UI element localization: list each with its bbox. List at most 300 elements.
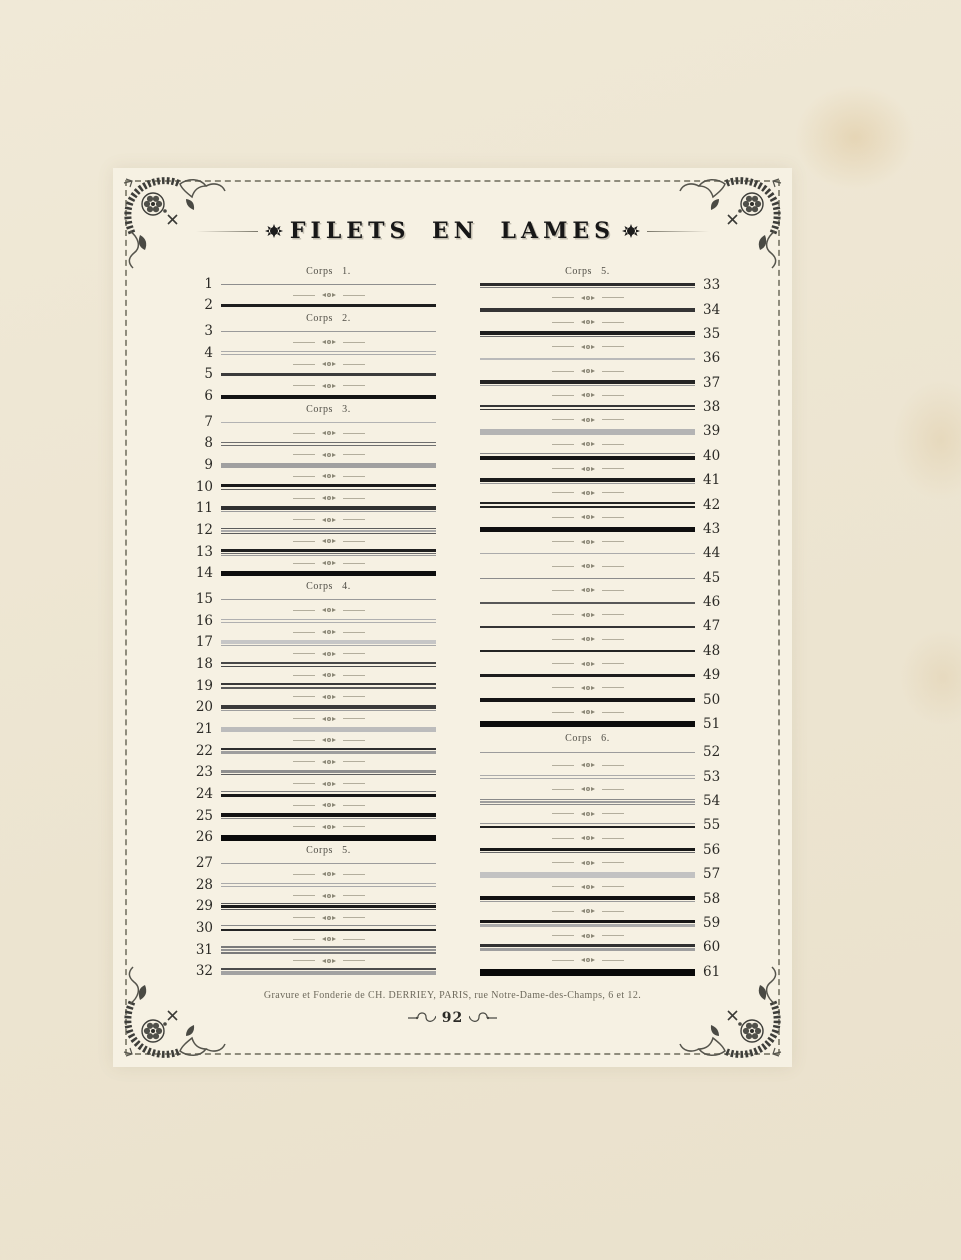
- filet-rule-sample: [480, 502, 695, 508]
- separator-dash: [293, 740, 315, 741]
- filet-specimen-row: [480, 594, 721, 611]
- separator-dash: [293, 653, 315, 654]
- filet-specimen-row: [480, 325, 721, 342]
- rule-stroke: [480, 483, 695, 484]
- filet-number: 2: [204, 297, 213, 314]
- separator-dash: [343, 519, 365, 520]
- separator-dash: [552, 639, 574, 640]
- separator-dash: [602, 590, 624, 591]
- rule-stroke: [221, 883, 436, 884]
- filet-specimen-row: [480, 939, 721, 956]
- filet-number: 54: [703, 793, 721, 810]
- filet-specimen-row: [480, 277, 721, 294]
- separator-ornament-row: [480, 907, 721, 916]
- filet-rule-sample: [480, 721, 695, 727]
- separator-dash: [602, 639, 624, 640]
- corner-ornament-bl-icon: [116, 963, 228, 1064]
- separator-dash: [552, 590, 574, 591]
- rule-stroke: [221, 949, 436, 951]
- filet-specimen-row: [480, 793, 721, 810]
- column-left: [195, 265, 436, 980]
- filet-number: 30: [195, 919, 213, 936]
- filet-rule-sample: [221, 484, 436, 490]
- rule-stroke: [480, 698, 695, 702]
- rule-stroke: [480, 308, 695, 312]
- rule-stroke: [480, 852, 695, 853]
- corps-size-label: Corps 5.: [565, 266, 610, 277]
- filet-rule-sample: [480, 896, 695, 902]
- separator-dash: [602, 346, 624, 347]
- separator-dash: [293, 563, 315, 564]
- separator-dash: [602, 960, 624, 961]
- filet-rule-sample: [480, 698, 695, 702]
- rule-stroke: [221, 442, 436, 443]
- diamond-separator-icon: [321, 736, 337, 744]
- rule-stroke: [480, 778, 695, 779]
- rule-stroke: [221, 929, 436, 931]
- filet-rule-sample: [480, 920, 695, 927]
- diamond-separator-icon: [321, 472, 337, 480]
- filet-number: 50: [703, 691, 721, 708]
- diamond-separator-icon: [580, 294, 596, 302]
- separator-ornament-row: [480, 342, 721, 351]
- separator-dash: [602, 813, 624, 814]
- rule-stroke: [480, 358, 695, 360]
- rule-stroke: [480, 506, 695, 508]
- separator-dash: [602, 838, 624, 839]
- diamond-separator-icon: [580, 635, 596, 643]
- filet-number: 6: [204, 388, 213, 405]
- filet-specimen-row: [195, 963, 436, 980]
- filet-number: 61: [703, 963, 721, 980]
- separator-ornament-row: [195, 956, 436, 965]
- filet-specimen-row: [195, 457, 436, 474]
- separator-ornament-row: [195, 606, 436, 615]
- diamond-separator-icon: [580, 932, 596, 940]
- separator-dash: [552, 517, 574, 518]
- rule-stroke: [480, 429, 695, 435]
- rule-stroke: [480, 823, 695, 824]
- separator-dash: [602, 395, 624, 396]
- rule-stroke: [221, 528, 436, 529]
- separator-ornament-row: [195, 450, 436, 459]
- rule-stroke: [480, 626, 695, 628]
- separator-dash: [343, 364, 365, 365]
- separator-dash: [343, 563, 365, 564]
- rule-stroke: [480, 901, 695, 902]
- separator-ornament-row: [480, 586, 721, 595]
- rule-stroke: [221, 968, 436, 970]
- rule-stroke: [221, 794, 436, 797]
- filet-number: 57: [703, 866, 721, 883]
- page-number: 92: [441, 1010, 464, 1026]
- separator-dash: [602, 468, 624, 469]
- rule-stroke: [480, 948, 695, 951]
- filet-number: 56: [703, 841, 721, 858]
- separator-dash: [602, 935, 624, 936]
- separator-dash: [293, 519, 315, 520]
- paper-stain: [900, 630, 961, 725]
- separator-ornament-row: [195, 381, 436, 390]
- rule-stroke: [480, 920, 695, 923]
- separator-dash: [343, 805, 365, 806]
- separator-dash: [602, 789, 624, 790]
- filet-rule-sample: [480, 872, 695, 878]
- separator-ornament-row: [195, 870, 436, 879]
- separator-ornament-row: [480, 415, 721, 424]
- diamond-separator-icon: [580, 883, 596, 891]
- filet-specimen-row: [480, 301, 721, 318]
- separator-dash: [602, 419, 624, 420]
- filet-rule-sample: [221, 946, 436, 954]
- separator-dash: [552, 541, 574, 542]
- rule-stroke: [480, 826, 695, 828]
- separator-dash: [552, 911, 574, 912]
- diamond-separator-icon: [321, 606, 337, 614]
- diamond-separator-icon: [321, 628, 337, 636]
- rule-stroke: [480, 380, 695, 384]
- diamond-separator-icon: [580, 318, 596, 326]
- rule-stroke: [221, 687, 436, 689]
- rule-stroke: [221, 640, 436, 644]
- separator-dash: [293, 295, 315, 296]
- diamond-separator-icon: [580, 538, 596, 546]
- filet-specimen-row: [480, 520, 721, 537]
- separator-dash: [293, 783, 315, 784]
- rule-stroke: [221, 622, 436, 623]
- filet-rule-sample: [480, 674, 695, 677]
- filet-number: 15: [195, 591, 213, 608]
- filet-rule-sample: [221, 791, 436, 797]
- separator-dash: [602, 663, 624, 664]
- diamond-separator-icon: [580, 611, 596, 619]
- diamond-separator-icon: [321, 671, 337, 679]
- rule-stroke: [480, 848, 695, 851]
- rule-stroke: [480, 456, 695, 460]
- diamond-separator-icon: [321, 758, 337, 766]
- rule-stroke: [221, 351, 436, 352]
- filet-rule-sample: [480, 626, 695, 628]
- filet-specimen-row: [195, 478, 436, 495]
- separator-dash: [343, 653, 365, 654]
- filet-specimen-row: [195, 275, 436, 292]
- separator-ornament-row: [195, 338, 436, 347]
- paper-stain: [893, 380, 961, 500]
- rule-stroke: [221, 925, 436, 926]
- filet-number: 52: [703, 744, 721, 761]
- filet-rule-sample: [480, 358, 695, 360]
- filet-rule-sample: [480, 453, 695, 460]
- specimen-columns: [195, 265, 721, 980]
- filet-specimen-row: [195, 785, 436, 802]
- diamond-separator-icon: [580, 465, 596, 473]
- filet-rule-sample: [221, 506, 436, 512]
- filet-rule-sample: [221, 640, 436, 646]
- rule-stroke: [480, 385, 695, 386]
- separator-ornament-row: [195, 757, 436, 766]
- filet-rule-sample: [221, 813, 436, 819]
- filet-rule-sample: [480, 799, 695, 805]
- filet-number: 23: [195, 764, 213, 781]
- filet-number: 5: [204, 366, 213, 383]
- separator-dash: [293, 805, 315, 806]
- rule-stroke: [221, 971, 436, 975]
- separator-dash: [552, 960, 574, 961]
- filet-number: 41: [703, 472, 721, 489]
- separator-ornament-row: [195, 649, 436, 658]
- filet-specimen-row: [480, 569, 721, 586]
- separator-dash: [552, 789, 574, 790]
- separator-ornament-row: [480, 367, 721, 376]
- diamond-separator-icon: [580, 660, 596, 668]
- filet-specimen-row: [480, 715, 721, 732]
- separator-dash: [293, 342, 315, 343]
- rule-stroke: [221, 645, 436, 646]
- filet-specimen-row: [480, 866, 721, 883]
- filet-number: 12: [195, 522, 213, 539]
- filet-specimen-row: [195, 500, 436, 517]
- separator-ornament-row: [480, 956, 721, 965]
- separator-ornament-row: [480, 785, 721, 794]
- filet-rule-sample: [480, 478, 695, 484]
- separator-dash: [343, 939, 365, 940]
- separator-ornament-row: [195, 559, 436, 568]
- separator-dash: [552, 862, 574, 863]
- diamond-separator-icon: [321, 338, 337, 346]
- separator-dash: [343, 632, 365, 633]
- separator-ornament-row: [195, 692, 436, 701]
- filet-number: 59: [703, 914, 721, 931]
- rule-stroke: [221, 571, 436, 576]
- filet-rule-sample: [480, 823, 695, 828]
- filet-specimen-row: [195, 764, 436, 781]
- filet-rule-sample: [221, 351, 436, 355]
- filet-specimen-row: [195, 612, 436, 629]
- separator-ornament-row: [195, 913, 436, 922]
- filet-specimen-row: [195, 565, 436, 582]
- diamond-separator-icon: [321, 559, 337, 567]
- filet-rule-sample: [480, 578, 695, 579]
- diamond-separator-icon: [321, 914, 337, 922]
- rule-stroke: [221, 373, 436, 376]
- filet-number: 13: [195, 543, 213, 560]
- rule-stroke: [221, 489, 436, 490]
- rule-stroke: [221, 748, 436, 750]
- rule-stroke: [480, 872, 695, 878]
- fleuron-icon: [622, 224, 640, 238]
- rule-stroke: [221, 599, 436, 600]
- filet-specimen-row: [195, 297, 436, 314]
- rule-stroke: [480, 799, 695, 800]
- diamond-separator-icon: [321, 650, 337, 658]
- separator-dash: [293, 895, 315, 896]
- rule-stroke: [221, 751, 436, 754]
- filet-number: 60: [703, 939, 721, 956]
- filet-specimen-row: [195, 591, 436, 608]
- separator-ornament-row: [480, 858, 721, 867]
- filet-rule-sample: [221, 528, 436, 534]
- diamond-separator-icon: [321, 801, 337, 809]
- corps-size-label: Corps 3.: [306, 403, 351, 415]
- rule-stroke: [221, 791, 436, 792]
- filet-number: 16: [195, 612, 213, 629]
- filet-rule-sample: [221, 284, 436, 285]
- separator-ornament-row: [195, 935, 436, 944]
- separator-ornament-row: [195, 801, 436, 810]
- specimen-plate: [113, 168, 792, 1067]
- separator-dash: [552, 765, 574, 766]
- rule-stroke: [221, 710, 436, 711]
- filet-number: 26: [195, 829, 213, 846]
- rule-stroke: [480, 453, 695, 454]
- filet-number: 48: [703, 642, 721, 659]
- filet-specimen-row: [480, 618, 721, 635]
- rule-stroke: [221, 445, 436, 446]
- filet-specimen-row: [195, 699, 436, 716]
- diamond-separator-icon: [580, 391, 596, 399]
- filet-number: 20: [195, 699, 213, 716]
- filet-number: 34: [703, 301, 721, 318]
- corps-size-label: Corps 1.: [306, 266, 351, 277]
- separator-dash: [602, 322, 624, 323]
- separator-ornament-row: [480, 683, 721, 692]
- separator-dash: [602, 886, 624, 887]
- separator-ornament-row: [195, 822, 436, 831]
- filet-specimen-row: [480, 768, 721, 785]
- rule-stroke: [221, 619, 436, 620]
- filet-number: 36: [703, 350, 721, 367]
- separator-ornament-row: [195, 671, 436, 680]
- filet-number: 4: [204, 344, 213, 361]
- filet-number: 11: [195, 500, 213, 517]
- page-title: FILETS EN LAMES: [289, 218, 616, 244]
- separator-dash: [293, 632, 315, 633]
- filet-rule-sample: [480, 775, 695, 779]
- filet-specimen-row: [195, 435, 436, 452]
- rule-stroke: [221, 886, 436, 887]
- filet-specimen-row: [480, 447, 721, 464]
- separator-dash: [552, 468, 574, 469]
- filet-rule-sample: [221, 683, 436, 689]
- filet-number: 53: [703, 768, 721, 785]
- diamond-separator-icon: [321, 537, 337, 545]
- separator-ornament-row: [195, 537, 436, 546]
- diamond-separator-icon: [321, 494, 337, 502]
- diamond-separator-icon: [580, 367, 596, 375]
- rule-stroke: [221, 683, 436, 685]
- filet-number: 14: [195, 565, 213, 582]
- separator-dash: [343, 874, 365, 875]
- filet-rule-sample: [221, 442, 436, 446]
- filet-number: 3: [204, 323, 213, 340]
- separator-dash: [343, 295, 365, 296]
- filet-number: 38: [703, 399, 721, 416]
- separator-dash: [343, 541, 365, 542]
- rule-stroke: [221, 304, 436, 307]
- filet-specimen-row: [195, 807, 436, 824]
- filet-specimen-row: [480, 744, 721, 761]
- filet-specimen-row: [480, 545, 721, 562]
- rule-stroke: [221, 506, 436, 510]
- filet-specimen-row: [195, 720, 436, 737]
- rule-stroke: [221, 909, 436, 910]
- filet-specimen-row: [480, 890, 721, 907]
- diamond-separator-icon: [580, 785, 596, 793]
- separator-ornament-row: [480, 513, 721, 522]
- filet-specimen-row: [480, 691, 721, 708]
- separator-ornament-row: [480, 464, 721, 473]
- rule-stroke: [221, 553, 436, 554]
- diamond-separator-icon: [580, 761, 596, 769]
- rule-stroke: [480, 502, 695, 504]
- rule-stroke: [480, 674, 695, 677]
- separator-ornament-row: [195, 429, 436, 438]
- filet-rule-sample: [221, 395, 436, 399]
- separator-dash: [552, 566, 574, 567]
- filet-rule-sample: [221, 748, 436, 754]
- separator-dash: [343, 761, 365, 762]
- separator-ornament-row: [195, 360, 436, 369]
- rule-stroke: [480, 801, 695, 803]
- filet-number: 40: [703, 447, 721, 464]
- filet-number: 19: [195, 677, 213, 694]
- filet-rule-sample: [221, 835, 436, 841]
- filet-rule-sample: [480, 331, 695, 337]
- filet-number: 10: [195, 478, 213, 495]
- filet-number: 55: [703, 817, 721, 834]
- separator-ornament-row: [480, 834, 721, 843]
- separator-dash: [602, 371, 624, 372]
- filet-specimen-row: [195, 655, 436, 672]
- separator-dash: [343, 498, 365, 499]
- rule-stroke: [480, 721, 695, 727]
- separator-dash: [552, 838, 574, 839]
- filet-specimen-row: [480, 399, 721, 416]
- filet-number: 37: [703, 374, 721, 391]
- rule-stroke: [221, 905, 436, 908]
- rule-stroke: [221, 331, 436, 332]
- separator-dash: [602, 765, 624, 766]
- filet-number: 49: [703, 667, 721, 684]
- separator-ornament-row: [480, 931, 721, 940]
- filet-number: 29: [195, 898, 213, 915]
- rule-stroke: [480, 752, 695, 753]
- separator-ornament-row: [480, 610, 721, 619]
- separator-dash: [552, 346, 574, 347]
- separator-dash: [602, 712, 624, 713]
- filet-number: 45: [703, 569, 721, 586]
- separator-dash: [552, 419, 574, 420]
- corner-ornament-tl-icon: [116, 171, 228, 269]
- separator-dash: [602, 862, 624, 863]
- separator-ornament-row: [480, 809, 721, 818]
- diamond-separator-icon: [580, 834, 596, 842]
- separator-dash: [552, 395, 574, 396]
- filet-specimen-row: [195, 919, 436, 936]
- diamond-separator-icon: [321, 892, 337, 900]
- filet-specimen-row: [480, 423, 721, 440]
- separator-ornament-row: [480, 293, 721, 302]
- separator-dash: [602, 614, 624, 615]
- separator-dash: [343, 476, 365, 477]
- separator-dash: [293, 960, 315, 961]
- rule-stroke: [221, 484, 436, 487]
- filet-rule-sample: [221, 903, 436, 910]
- separator-dash: [293, 675, 315, 676]
- corner-ornament-br-icon: [677, 963, 789, 1064]
- filet-rule-sample: [221, 373, 436, 376]
- separator-dash: [602, 517, 624, 518]
